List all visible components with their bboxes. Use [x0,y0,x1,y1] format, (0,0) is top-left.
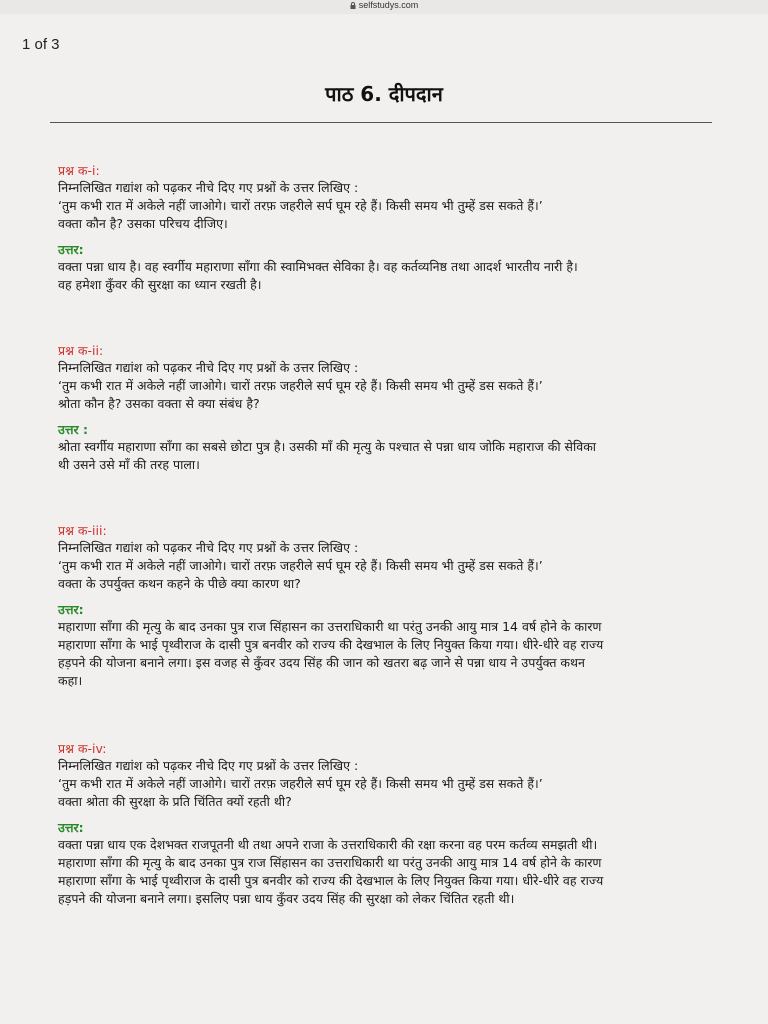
answer-label: उत्तर: [58,820,84,835]
question-label: प्रश्न क-iv: [58,741,107,756]
lock-icon [350,2,356,9]
question-prompt: निम्नलिखित गद्यांश को पढ़कर नीचे दिए गए प्रश्नों के उत्तर लिखिए : [58,180,359,195]
question-prompt: निम्नलिखित गद्यांश को पढ़कर नीचे दिए गए प्रश्नों के उत्तर लिखिए : [58,360,359,375]
question-label: प्रश्न क-iii: [58,523,107,538]
answer-line: थी उसने उसे माँ की तरह पाला। [58,457,200,472]
answer-line: महाराणा साँगा के भाई पृथ्वीराज के दासी पुत्र बनवीर को राज्य की देखभाल के लिए नियुक्त किया गया। धीरे-धीरे वह राज्य [58,873,604,888]
browser-address-bar[interactable] [0,0,768,14]
question-quote: ‘तुम कभी रात में अकेले नहीं जाओगे। चारों तरफ़ जहरीले सर्प घूम रहे हैं। किसी समय भी तुम्हें डस सकते हैं।’ [58,776,543,791]
question-block-2 [58,342,728,474]
answer-line: वक्ता पन्ना धाय है। वह स्वर्गीय महाराणा साँगा की स्वामिभक्त सेविका है। वह कर्तव्यनिष्ठ तथा आदर्श भारतीय नारी है। [58,259,578,274]
answer-label: उत्तर: [58,602,84,617]
page-indicator: 1 of 3 [22,36,60,53]
url-display[interactable] [0,0,768,10]
page-title: पाठ 6. दीपदान [325,82,443,106]
question-block-1 [58,162,728,294]
question-text: श्रोता कौन है? उसका वक्ता से क्या संबंध है? [58,396,260,411]
question-quote: ‘तुम कभी रात में अकेले नहीं जाओगे। चारों तरफ़ जहरीले सर्प घूम रहे हैं। किसी समय भी तुम्हें डस सकते हैं।’ [58,378,543,393]
question-prompt: निम्नलिखित गद्यांश को पढ़कर नीचे दिए गए प्रश्नों के उत्तर लिखिए : [58,758,359,773]
question-quote: ‘तुम कभी रात में अकेले नहीं जाओगे। चारों तरफ़ जहरीले सर्प घूम रहे हैं। किसी समय भी तुम्हें डस सकते हैं।’ [58,198,543,213]
question-label: प्रश्न क-ii: [58,343,104,358]
answer-line: महाराणा साँगा के भाई पृथ्वीराज के दासी पुत्र बनवीर को राज्य की देखभाल के लिए नियुक्त किया गया। धीरे-धीरे वह राज्य [58,637,604,652]
answer-line: श्रोता स्वर्गीय महाराणा साँगा का सबसे छोटा पुत्र है। उसकी माँ की मृत्यु के पश्चात से पन्ना धाय जोकि महाराज की सेविका [58,439,597,454]
answer-label: उत्तर : [58,422,88,437]
answer-line: महाराणा साँगा की मृत्यु के बाद उनका पुत्र राज सिंहासन का उत्तराधिकारी था परंतु उनकी आयु मात्र 14 वर्ष होने के कारण [58,619,602,634]
title-divider [50,122,712,123]
question-text: वक्ता कौन है? उसका परिचय दीजिए। [58,216,228,231]
question-label: प्रश्न क-i: [58,163,100,178]
answer-line: महाराणा साँगा की मृत्यु के बाद उनका पुत्र राज सिंहासन का उत्तराधिकारी था परंतु उनकी आयु मात्र 14 वर्ष होने के कारण [58,855,602,870]
answer-label: उत्तर: [58,242,84,257]
question-quote: ‘तुम कभी रात में अकेले नहीं जाओगे। चारों तरफ़ जहरीले सर्प घूम रहे हैं। किसी समय भी तुम्हें डस सकते हैं।’ [58,558,543,573]
answer-line: हड़पने की योजना बनाने लगा। इस वजह से कुँवर उदय सिंह की जान को खतरा बढ़ जाने से पन्ना धाय ने उपर्युक्त कथन [58,655,585,670]
answer-line: वह हमेशा कुँवर की सुरक्षा का ध्यान रखती है। [58,277,262,292]
url-text: selfstudys.com [358,0,419,10]
answer-line: वक्ता पन्ना धाय एक देशभक्त राजपूतनी थी तथा अपने राजा के उत्तराधिकारी की रक्षा करना वह परम कर्तव्य समझती थी। [58,837,598,852]
answer-line: कहा। [58,673,83,688]
question-block-4 [58,740,728,908]
answer-line: हड़पने की योजना बनाने लगा। इसलिए पन्ना धाय कुँवर उदय सिंह की सुरक्षा को लेकर चिंतित रहती थी। [58,891,515,906]
question-prompt: निम्नलिखित गद्यांश को पढ़कर नीचे दिए गए प्रश्नों के उत्तर लिखिए : [58,540,359,555]
question-text: वक्ता श्रोता की सुरक्षा के प्रति चिंतित क्यों रहती थी? [58,794,292,809]
question-text: वक्ता के उपर्युक्त कथन कहने के पीछे क्या कारण था? [58,576,301,591]
question-block-3 [58,522,728,690]
